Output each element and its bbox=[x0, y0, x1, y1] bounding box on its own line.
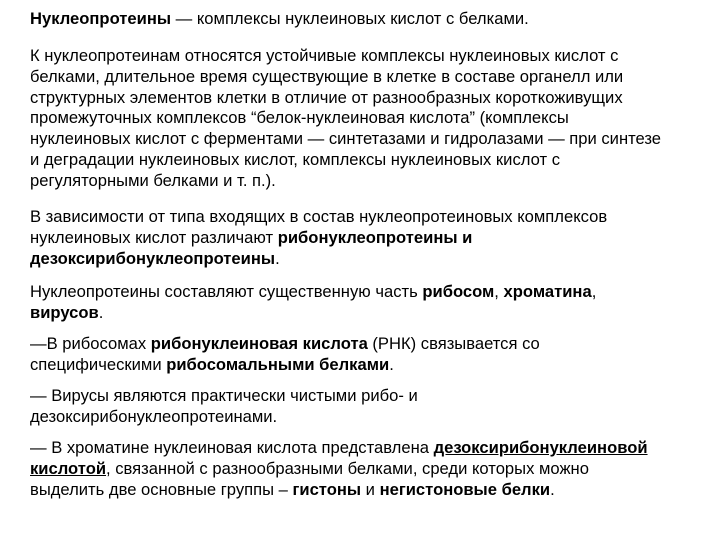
text-run: — В хроматине нуклеиновая кислота представлена bbox=[30, 438, 434, 457]
text-run: промежуточных комплексов “белок-нуклеиновая кислота” (комплексы bbox=[30, 108, 569, 128]
text-run: белками, длительное время существующие в клетке в составе органелл или bbox=[30, 66, 624, 86]
text-line bbox=[30, 282, 596, 303]
text-line bbox=[30, 355, 540, 376]
text-line bbox=[30, 67, 661, 88]
text-run: . bbox=[98, 302, 104, 322]
text-line bbox=[30, 207, 607, 228]
bold-term: гистоны bbox=[292, 479, 362, 499]
paragraph-definition bbox=[30, 9, 529, 30]
bold-term: хроматина bbox=[503, 282, 592, 301]
text-line bbox=[30, 228, 607, 249]
text-line bbox=[30, 386, 418, 407]
text-run: Нуклеопротеины составляют существенную часть bbox=[30, 282, 423, 301]
bold-term: рибонуклеопротеины и bbox=[277, 227, 473, 247]
text-run: выделить две основные группы – bbox=[30, 479, 293, 499]
text-line bbox=[30, 249, 607, 270]
paragraph-viruses bbox=[30, 386, 418, 428]
bold-term: рибосомальными белками bbox=[166, 354, 390, 374]
paragraph-nucleoprotein-complexes bbox=[30, 46, 661, 192]
text-run: К нуклеопротеинам относятся устойчивые комплексы нуклеиновых кислот с bbox=[30, 46, 619, 65]
text-line bbox=[30, 303, 596, 324]
text-line bbox=[30, 9, 529, 30]
text-line bbox=[30, 459, 648, 480]
text-run: и деградации нуклеиновых кислот, комплексы нуклеиновых кислот с bbox=[30, 149, 560, 169]
text-run: нуклеиновых кислот различают bbox=[30, 227, 278, 247]
paragraph-ribosomes bbox=[30, 334, 540, 376]
paragraph-classification bbox=[30, 207, 607, 269]
text-run: нуклеиновых кислот с ферментами — синтетазами и гидролазами — при синтезе bbox=[30, 129, 662, 149]
text-run: , bbox=[591, 282, 597, 301]
text-run: — комплексы нуклеиновых кислот с белками. bbox=[171, 9, 529, 28]
text-line bbox=[30, 438, 648, 459]
text-line bbox=[30, 480, 648, 501]
bold-term: кислотой bbox=[30, 458, 107, 478]
text-line bbox=[30, 108, 661, 129]
text-run: , связанной с разнообразными белками, среди которых можно bbox=[106, 458, 589, 478]
bold-term: рибонуклеиновая кислота bbox=[150, 334, 368, 353]
text-run: дезоксирибонуклеопротеинами. bbox=[30, 406, 278, 426]
text-run: специфическими bbox=[30, 354, 167, 374]
bold-term: дезоксирибонуклеиновой bbox=[433, 438, 648, 457]
text-run: структурных элементов клетки в отличие от разнообразных короткоживущих bbox=[30, 87, 623, 107]
bold-term: вирусов bbox=[30, 302, 99, 322]
text-line bbox=[30, 88, 661, 109]
text-line bbox=[30, 129, 661, 150]
text-run: . bbox=[389, 354, 394, 374]
paragraph-chromatin bbox=[30, 438, 648, 500]
text-run: —В рибосомах bbox=[30, 334, 151, 353]
text-run: — Вирусы являются практически чистыми рибо- и bbox=[30, 386, 418, 405]
text-run: и bbox=[361, 479, 380, 499]
bold-term: Нуклеопротеины bbox=[30, 9, 172, 28]
text-run: регуляторными белками и т. п.). bbox=[30, 170, 276, 190]
text-line bbox=[30, 334, 540, 355]
text-line bbox=[30, 407, 418, 428]
bold-term: рибосом bbox=[422, 282, 495, 301]
text-line bbox=[30, 150, 661, 171]
bold-term: дезоксирибонуклеопротеины bbox=[30, 248, 276, 268]
text-run: В зависимости от типа входящих в состав нуклеопротеиновых комплексов bbox=[30, 207, 608, 226]
text-line bbox=[30, 46, 661, 67]
text-run: , bbox=[494, 282, 504, 301]
text-run: . bbox=[550, 479, 555, 499]
bold-term: негистоновые белки bbox=[379, 479, 551, 499]
text-run: (РНК) связывается со bbox=[367, 334, 540, 353]
text-line bbox=[30, 171, 661, 192]
text-run: . bbox=[275, 248, 280, 268]
paragraph-composition bbox=[30, 282, 596, 324]
